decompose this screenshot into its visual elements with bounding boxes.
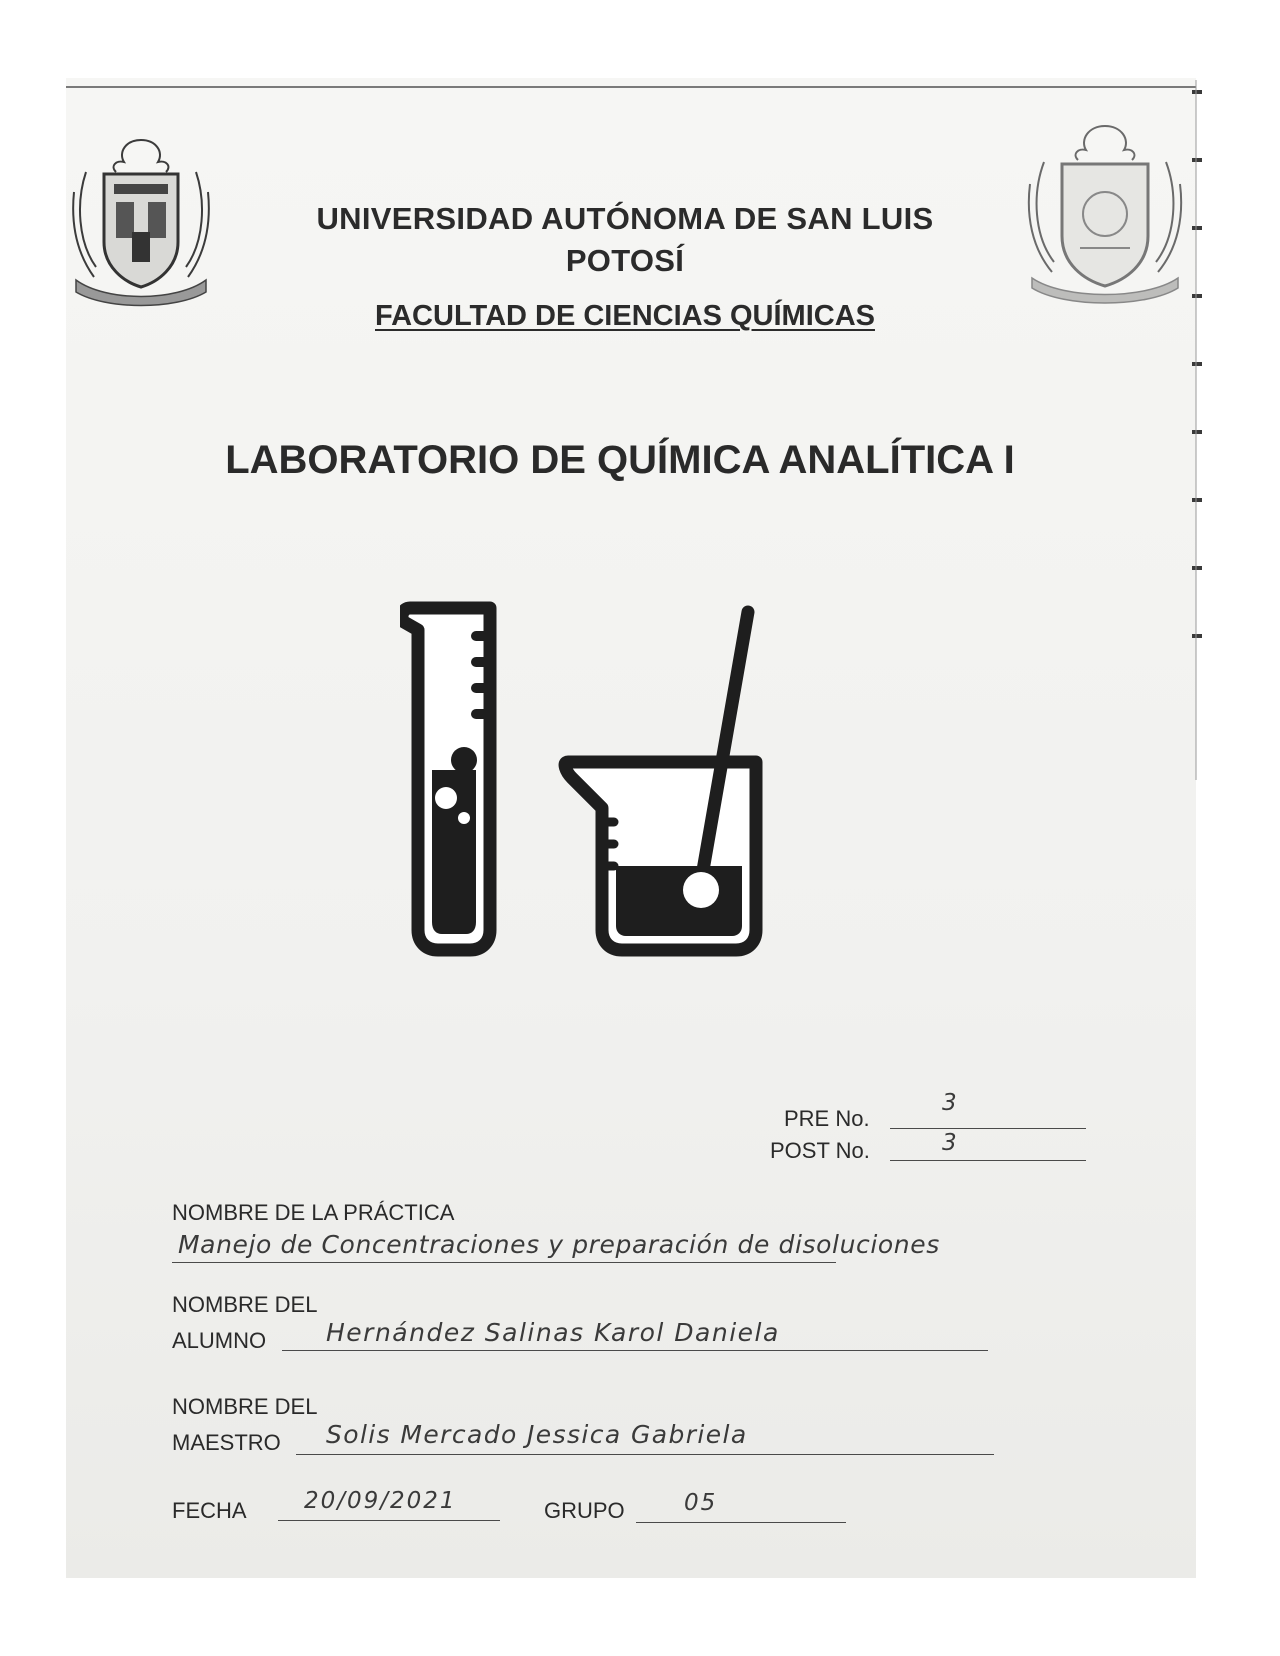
- pre-number-label: PRE No.: [784, 1106, 870, 1131]
- student-name-label-line1: NOMBRE DEL: [172, 1292, 318, 1317]
- pre-number-value: 3: [942, 1090, 958, 1116]
- faculty-name-text: FACULTAD DE CIENCIAS QUÍMICAS: [375, 300, 875, 332]
- faculty-name: [260, 300, 990, 333]
- university-seal-icon: [66, 132, 216, 307]
- group-line: [636, 1522, 846, 1523]
- date-line: [278, 1520, 500, 1521]
- spiral-binding-icon: [1190, 80, 1210, 780]
- student-name-label-line2: ALUMNO: [172, 1328, 267, 1353]
- post-number-line: [890, 1160, 1086, 1161]
- page-title: LABORATORIO DE QUÍMICA ANALÍTICA I: [225, 438, 1015, 482]
- teacher-name-label-line1: NOMBRE DEL: [172, 1394, 318, 1419]
- post-number-label: POST No.: [770, 1138, 870, 1163]
- university-name-line2: POTOSÍ: [565, 243, 685, 278]
- group-value: 05: [684, 1490, 718, 1516]
- teacher-name-line: [296, 1454, 994, 1455]
- faculty-seal-icon: [1020, 118, 1190, 304]
- practice-name-value: Manejo de Concentraciones y preparación de disoluciones: [178, 1230, 940, 1259]
- practice-name-label: NOMBRE DE LA PRÁCTICA: [172, 1200, 455, 1225]
- top-rule: [66, 86, 1196, 88]
- date-label: FECHA: [172, 1498, 247, 1523]
- practice-name-line: [172, 1262, 836, 1263]
- teacher-name-label-line2: MAESTRO: [172, 1430, 281, 1455]
- teacher-name-value: Solis Mercado Jessica Gabriela: [326, 1420, 748, 1449]
- lab-glassware-icon: [400, 600, 820, 1010]
- student-name-value: Hernández Salinas Karol Daniela: [326, 1318, 780, 1347]
- university-name-line1: UNIVERSIDAD AUTÓNOMA DE SAN LUIS: [316, 201, 934, 236]
- group-label: GRUPO: [544, 1498, 625, 1523]
- date-value: 20/09/2021: [304, 1488, 457, 1514]
- post-number-value: 3: [942, 1130, 958, 1156]
- pre-number-line: [890, 1128, 1086, 1129]
- student-name-line: [282, 1350, 988, 1351]
